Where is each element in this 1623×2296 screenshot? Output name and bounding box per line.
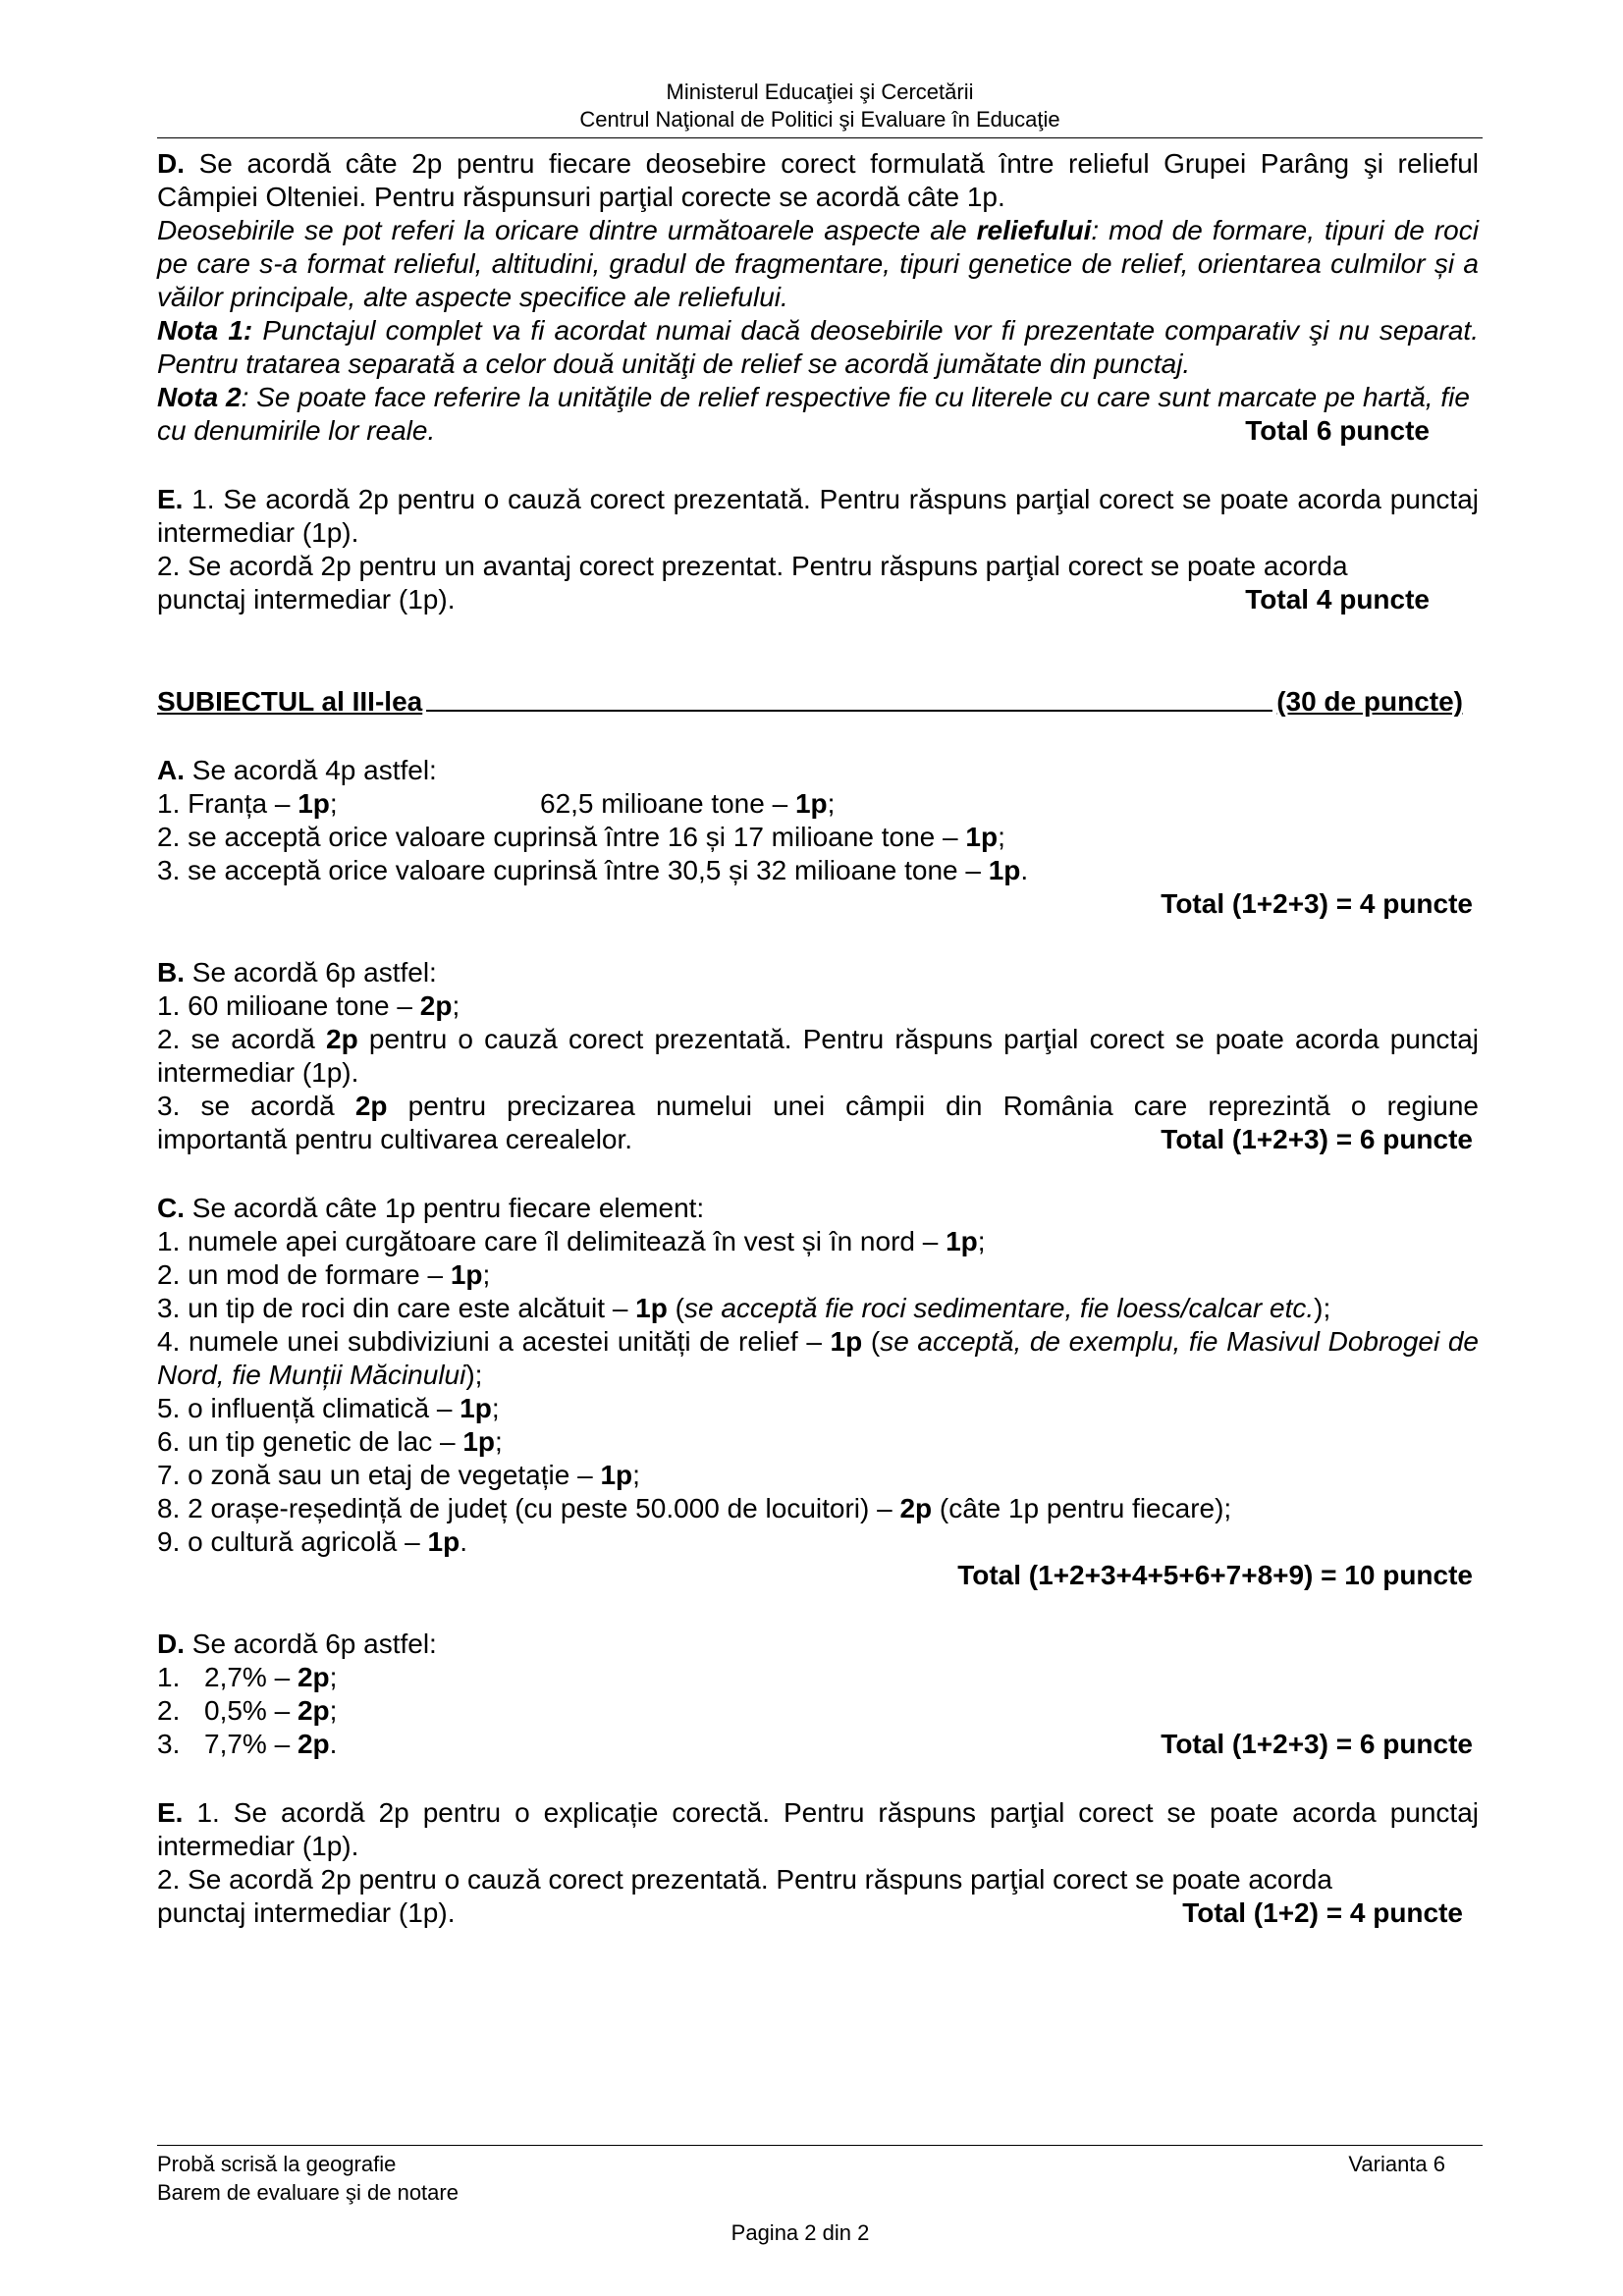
item-note: se acceptă, de exemplu, fie Masivul Dobrogei de Nord, fie Munții Măcinului [157,1326,1479,1390]
section-letter: E. [157,1797,184,1828]
item-punct: ; [827,788,836,819]
item-points: 1p [988,855,1021,885]
item-points: 1p [427,1526,460,1557]
item-punct: ; [329,1662,338,1692]
list-item: 3. un tip de roci din care este alcătuit – 1p (se acceptă fie roci sedimentare, fie loess/calcar etc.); [157,1293,1331,1323]
total-row [157,1728,1479,1761]
item-text: 2. se acordă [157,1024,327,1054]
item-points: 1p [460,1393,492,1423]
item-points: 1p [830,1326,863,1357]
variant-label: Varianta 6 [1348,2152,1445,2176]
paragraph-text: punctaj intermediar (1p). [157,584,456,614]
item-note: se acceptă fie roci sedimentare, fie loess/calcar etc. [683,1293,1315,1323]
section-c3 [157,1192,1479,1592]
paragraph-text: 1. Se acordă 2p pentru o cauză corect prezentată. Pentru răspuns parţial corect se poate acorda punctaj intermediar (1p). [157,484,1479,548]
section-letter: D. [157,1629,185,1659]
item-points: 1p [794,788,828,819]
item-points: 1p [600,1460,633,1490]
item-text: 6. un tip genetic de lac – [157,1426,463,1457]
page-footer [157,2150,1473,2247]
item-text: 1. Franța – [157,788,298,819]
paragraph-text: Se acordă câte 2p pentru fiecare deosebire corect formulată între relieful Grupei Parâng şi relieful Câmpiei Olteniei. Pentru răspunsuri parţial corecte se acordă câte 1p. [157,148,1480,212]
list-item [157,1694,1479,1728]
item-text: 7,7% – [204,1729,298,1759]
item-punct: ; [329,788,338,819]
document-body [157,147,1479,1930]
intro-text: Se acordă 6p astfel: [185,957,437,988]
section-letter: E. [157,484,184,514]
item-punct: . [329,1729,338,1759]
note-text: Deosebirile se pot referi la oricare dintre următoarele aspecte ale [157,215,977,245]
item-points: 2p [899,1493,933,1523]
section-b3 [157,956,1479,1156]
list-item [157,1090,1479,1123]
item-punct: ; [998,822,1005,852]
note-emphasis: reliefului [976,215,1092,245]
section-d2 [157,147,1479,448]
item-text: 8. 2 orașe-reședință de județ (cu peste 50.000 de locuitori) – [157,1493,900,1523]
list-item: 2. un mod de formare – 1p; [157,1259,491,1290]
subject-title: SUBIECTUL al III-lea [157,686,423,717]
list-item [157,1492,1479,1525]
item-text: 5. o influență climatică – [157,1393,460,1423]
paragraph [157,483,1479,550]
total-row [157,1123,1479,1156]
nota-label: Nota 2 [157,382,242,412]
page-number: Pagina 2 din 2 [730,2220,870,2245]
item-text: 2. se acceptă orice valoare cuprinsă între 16 și 17 milioane tone – [157,822,966,852]
section-intro [157,956,1479,989]
section-total: Total (1+2) = 4 puncte [1182,1897,1463,1928]
exam-name: Probă scrisă la geografie [157,2152,397,2176]
item-text: 3. se acceptă orice valoare cuprinsă între 30,5 și 32 milioane tone – [157,855,989,885]
item-points: 1p [965,822,999,852]
total-row [157,887,1479,921]
heading-underline [426,685,1272,712]
section-e3 [157,1796,1479,1930]
item-points: 2p [297,1662,330,1692]
header-rule [157,137,1483,138]
item-text: 1. numele apei curgătoare care îl delimitează în vest și în nord – [157,1226,947,1256]
list-item [157,854,1479,887]
item-points: 2p [419,990,453,1021]
document-type: Barem de evaluare şi de notare [157,2180,459,2205]
section-letter: B. [157,957,185,988]
section-intro [157,754,1479,787]
note-text: : mod de formare, tipuri de roci pe care s-a format relieful, altitudini, gradul de fragmentare, tipuri genetice de relief, orientarea culmilor și a văilor principale, alte aspecte specifice ale reliefului. [157,215,1479,312]
section-intro [157,1192,1479,1225]
paragraph-text: punctaj intermediar (1p). [157,1897,456,1928]
item-points: 1p [946,1226,978,1256]
list-item [157,1728,337,1761]
paragraph [157,1796,1479,1863]
section-intro [157,1628,1479,1661]
section-d3 [157,1628,1479,1761]
intro-text: Se acordă câte 1p pentru fiecare element: [185,1193,705,1223]
page-header [157,79,1483,133]
subject-points: (30 de puncte) [1276,686,1463,717]
item-text: 62,5 milioane tone – [540,788,795,819]
section-total: Total (1+2+3) = 4 puncte [1161,888,1473,919]
list-item [157,1023,1479,1090]
list-item: 9. o cultură agricolă – 1p. [157,1526,467,1557]
item-number: 2. [157,1695,181,1726]
nota-text: Punctajul complet va fi acordat numai dacă deosebirile vor fi prezentate comparativ şi nu separat. Pentru tratarea separată a celor două unităţi de relief se acordă jumătate din punctaj. [157,315,1479,379]
nota-1 [157,314,1479,381]
item-text: 9. o cultură agricolă – [157,1526,428,1557]
item-text: pentru precizarea numelui unei câmpii din România care reprezintă o regiune [387,1091,1480,1121]
item-points: 2p [326,1024,358,1054]
paragraph: 2. Se acordă 2p pentru o cauză corect prezentată. Pentru răspuns parţial corect se poate acorda [157,1864,1332,1895]
nota-2 [157,381,1479,448]
section-e2 [157,483,1479,616]
footer-rule [157,2145,1483,2146]
item-text: 4. numele unei subdiviziuni a acestei unități de relief – [157,1326,831,1357]
item-text: 2. un mod de formare – [157,1259,451,1290]
item-text: 3. se acordă [157,1091,355,1121]
item-text: (câte 1p pentru fiecare); [932,1493,1232,1523]
item-text: 0,5% – [204,1695,298,1726]
footer-row [157,2150,1473,2178]
list-item: 1. numele apei curgătoare care îl delimitează în vest și în nord – 1p; [157,1226,986,1256]
ministry-name: Ministerul Educaţiei şi Cercetării [666,80,974,104]
list-item [157,1661,1479,1694]
nota-text: : Se poate face referire la unităţile de relief respective fie cu literele cu care sunt marcate pe hartă, fie cu denumirile lor reale. [157,382,1470,446]
item-points: 2p [354,1091,388,1121]
item-text: 2,7% – [204,1662,298,1692]
total-row [157,583,1479,616]
item-points: 2p [297,1729,330,1759]
nota-label: Nota 1: [157,315,253,346]
item-punct: ; [329,1695,338,1726]
section-total: Total (1+2+3) = 6 puncte [1161,1729,1473,1759]
item-points: 1p [635,1293,668,1323]
total-row [157,1896,1479,1930]
item-text: 1. 60 milioane tone – [157,990,420,1021]
item-text: 3. un tip de roci din care este alcătuit – [157,1293,636,1323]
section-letter: D. [157,148,185,179]
center-name: Centrul Naţional de Politici şi Evaluare în Educaţie [579,107,1060,132]
paragraph [157,147,1479,214]
item-punct: . [1020,855,1029,885]
list-item: 7. o zonă sau un etaj de vegetație – 1p; [157,1460,640,1490]
intro-text: Se acordă 6p astfel: [185,1629,437,1659]
section-total: Total 6 puncte [1245,415,1430,446]
section-a3 [157,754,1479,921]
list-item [157,821,1479,854]
item-points: 1p [298,788,330,819]
item-punct: ; [452,990,460,1021]
paragraph: 2. Se acordă 2p pentru un avantaj corect prezentat. Pentru răspuns parţial corect se poate acorda [157,551,1348,581]
list-item [157,989,1479,1023]
item-points: 2p [297,1695,330,1726]
list-item [157,787,1479,821]
item-number: 3. [157,1729,181,1759]
note-aspects [157,214,1479,314]
list-item: 4. numele unei subdiviziuni a acestei unități de relief – 1p (se acceptă, de exemplu, fie Masivul Dobrogei de Nord, fie Munții Măcinului); [157,1326,1479,1390]
item-text: 7. o zonă sau un etaj de vegetație – [157,1460,601,1490]
item-text: importantă pentru cultivarea cerealelor. [157,1124,633,1154]
item-text: pentru o cauză corect prezentată. Pentru răspuns parţial corect se poate acorda punctaj intermediar (1p). [157,1024,1480,1088]
total-row [157,1559,1479,1592]
item-points: 1p [450,1259,483,1290]
paragraph-text: 1. Se acordă 2p pentru o explicație corectă. Pentru răspuns parţial corect se poate acorda punctaj intermediar (1p). [157,1797,1479,1861]
item-points: 1p [462,1426,496,1457]
section-letter: C. [157,1193,185,1223]
section-total: Total (1+2+3+4+5+6+7+8+9) = 10 puncte [957,1560,1473,1590]
section-total: Total (1+2+3) = 6 puncte [1161,1124,1473,1154]
subject-heading [157,685,1479,719]
section-total: Total 4 puncte [1245,584,1430,614]
intro-text: Se acordă 4p astfel: [185,755,437,785]
section-letter: A. [157,755,185,785]
item-number: 1. [157,1662,181,1692]
list-item: 5. o influență climatică – 1p; [157,1393,500,1423]
list-item: 6. un tip genetic de lac – 1p; [157,1426,503,1457]
